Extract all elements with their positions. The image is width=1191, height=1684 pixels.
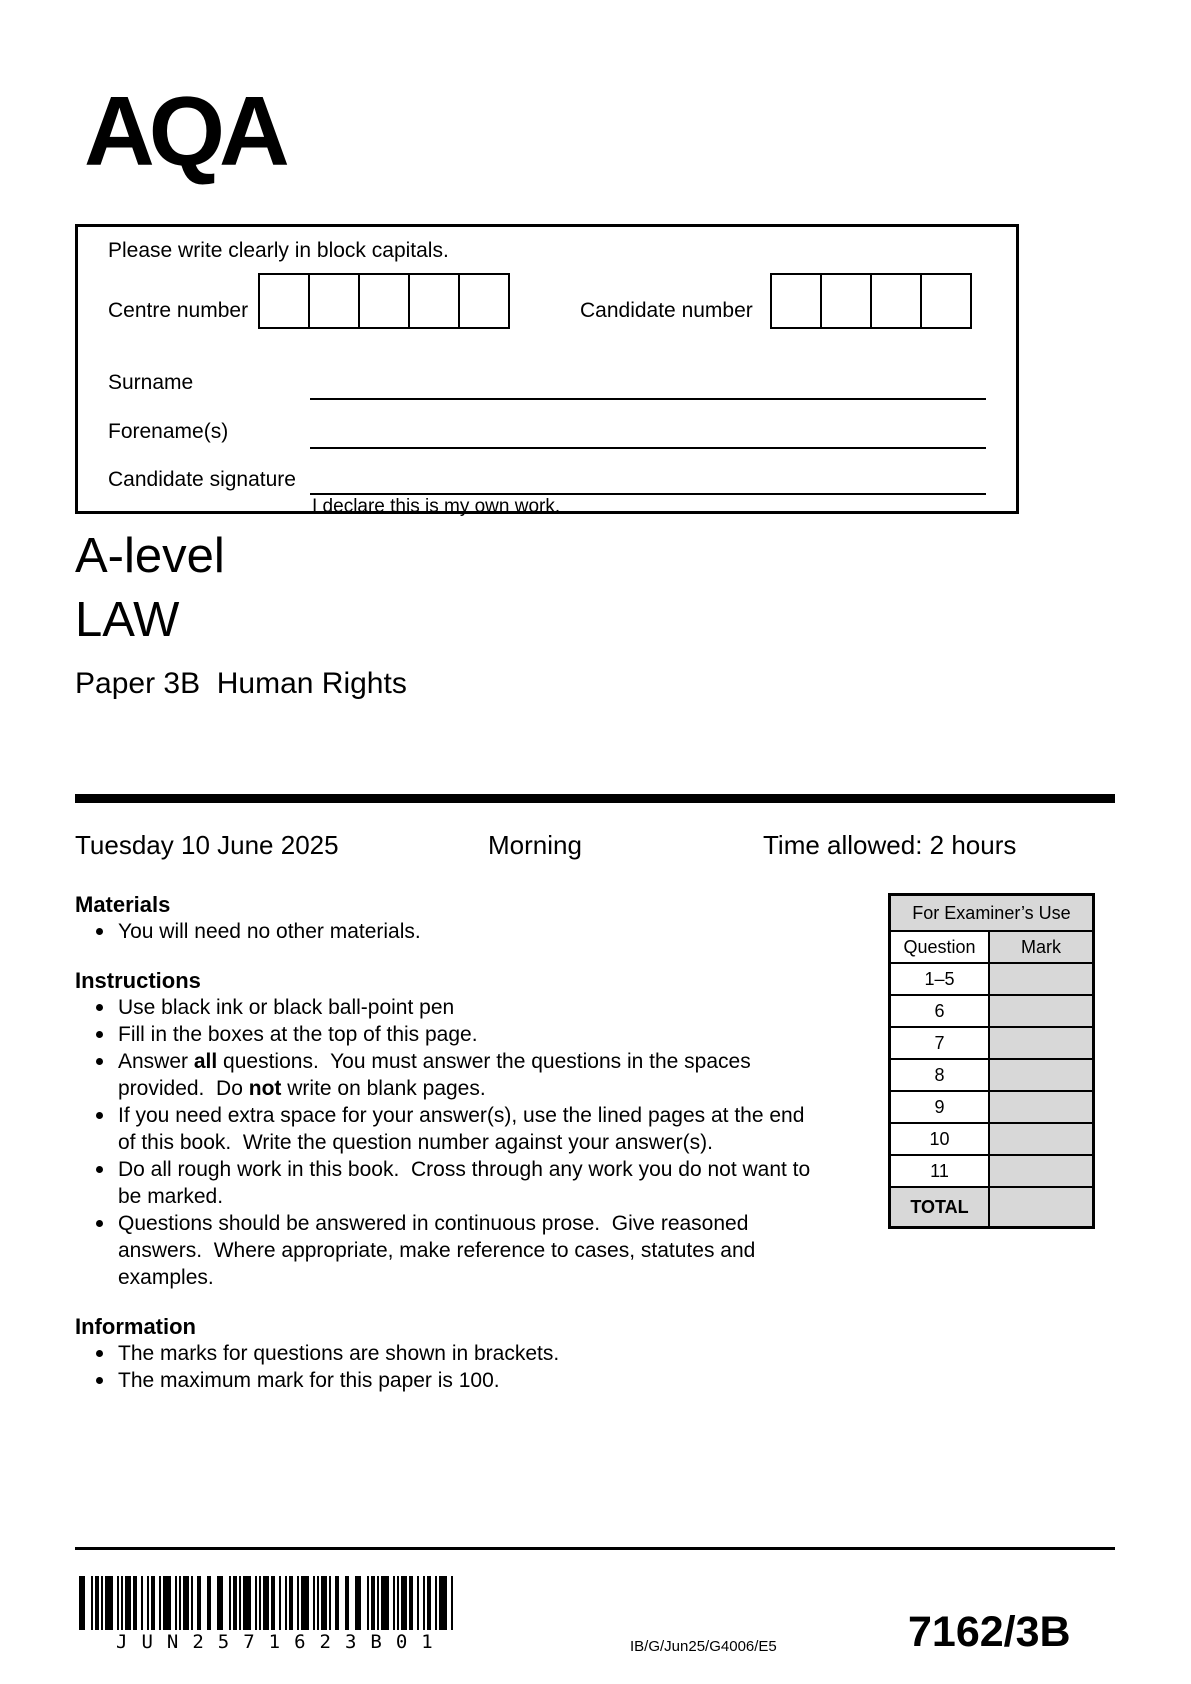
forenames-input-line[interactable] <box>310 447 986 449</box>
instruction-item: Answer all questions. You must answer the questions in the spaces provided. Do not write on blank pages. <box>75 1048 823 1102</box>
candidate-details-box <box>75 224 1019 517</box>
footer-divider-rule <box>75 1547 1115 1550</box>
instructions-heading: Instructions <box>75 968 201 993</box>
question-row-label: 1–5 <box>890 963 990 995</box>
mark-column-header: Mark <box>989 931 1094 963</box>
aqa-logo: AQA <box>84 76 284 186</box>
candidate-number-cells[interactable] <box>770 273 972 329</box>
signature-input-line[interactable] <box>310 493 986 495</box>
front-page-text-column <box>75 891 823 1394</box>
question-row-label: 9 <box>890 1091 990 1123</box>
instruction-item: If you need extra space for your answer(s), use the lined pages at the end of this book. Write the question number against your answer(s). <box>75 1102 823 1156</box>
materials-item: You will need no other materials. <box>75 918 823 945</box>
total-row-label: TOTAL <box>890 1187 990 1228</box>
forenames-label: Forename(s) <box>108 420 229 443</box>
materials-list <box>75 918 823 945</box>
question-row-label: 11 <box>890 1155 990 1187</box>
block-capitals-instruction: Please write clearly in block capitals. <box>108 239 449 262</box>
digit-box[interactable] <box>870 273 922 329</box>
centre-number-cells[interactable] <box>258 273 510 329</box>
declaration-text: I declare this is my own work. <box>312 496 561 517</box>
digit-box[interactable] <box>458 273 510 329</box>
question-row-label: 7 <box>890 1027 990 1059</box>
examiner-use-table <box>888 893 1095 1229</box>
digit-box[interactable] <box>358 273 410 329</box>
digit-box[interactable] <box>770 273 822 329</box>
information-list <box>75 1340 823 1394</box>
instruction-item: Fill in the boxes at the top of this page. <box>75 1021 823 1048</box>
instruction-item: Do all rough work in this book. Cross through any work you do not want to be marked. <box>75 1156 823 1210</box>
subject-title: LAW <box>75 593 180 647</box>
mark-entry-cell[interactable] <box>989 1059 1094 1091</box>
examiner-table-title: For Examiner’s Use <box>890 895 1094 932</box>
reference-code: IB/G/Jun25/G4006/E5 <box>630 1638 777 1655</box>
digit-box[interactable] <box>920 273 972 329</box>
mark-entry-cell[interactable] <box>989 963 1094 995</box>
information-item: The maximum mark for this paper is 100. <box>75 1367 823 1394</box>
information-heading: Information <box>75 1314 196 1339</box>
materials-heading: Materials <box>75 892 171 917</box>
instruction-item: Questions should be answered in continuous prose. Give reasoned answers. Where appropriate, make reference to cases, statutes and examples. <box>75 1210 823 1291</box>
mark-entry-cell[interactable] <box>989 1091 1094 1123</box>
question-row-label: 8 <box>890 1059 990 1091</box>
exam-date: Tuesday 10 June 2025 <box>75 830 339 860</box>
paper-code: 7162/3B <box>908 1608 1071 1656</box>
digit-box[interactable] <box>258 273 310 329</box>
mark-entry-cell[interactable] <box>989 1155 1094 1187</box>
mark-entry-cell[interactable] <box>989 1027 1094 1059</box>
question-row-label: 10 <box>890 1123 990 1155</box>
mark-entry-cell[interactable] <box>989 995 1094 1027</box>
digit-box[interactable] <box>308 273 360 329</box>
instruction-item: Use black ink or black ball-point pen <box>75 994 823 1021</box>
mark-entry-cell[interactable] <box>989 1123 1094 1155</box>
surname-input-line[interactable] <box>310 398 986 400</box>
information-item: The marks for questions are shown in brackets. <box>75 1340 823 1367</box>
paper-title: Paper 3B Human Rights <box>75 667 407 700</box>
instructions-list <box>75 994 823 1291</box>
surname-label: Surname <box>108 371 194 394</box>
barcode <box>79 1576 463 1653</box>
time-allowed: Time allowed: 2 hours <box>763 830 1017 860</box>
title-block <box>75 524 407 703</box>
digit-box[interactable] <box>820 273 872 329</box>
candidate-signature-label: Candidate signature <box>108 468 296 491</box>
barcode-bars <box>79 1576 463 1630</box>
total-mark-cell[interactable] <box>989 1187 1094 1228</box>
barcode-text: JUN2571623B01 <box>116 1631 447 1653</box>
thick-divider-rule <box>75 794 1115 803</box>
exam-time-of-day: Morning <box>488 830 582 860</box>
question-row-label: 6 <box>890 995 990 1027</box>
qualification-title: A-level <box>75 529 225 583</box>
candidate-number-label: Candidate number <box>580 299 753 322</box>
digit-box[interactable] <box>408 273 460 329</box>
centre-number-label: Centre number <box>108 299 249 322</box>
question-column-header: Question <box>890 931 990 963</box>
